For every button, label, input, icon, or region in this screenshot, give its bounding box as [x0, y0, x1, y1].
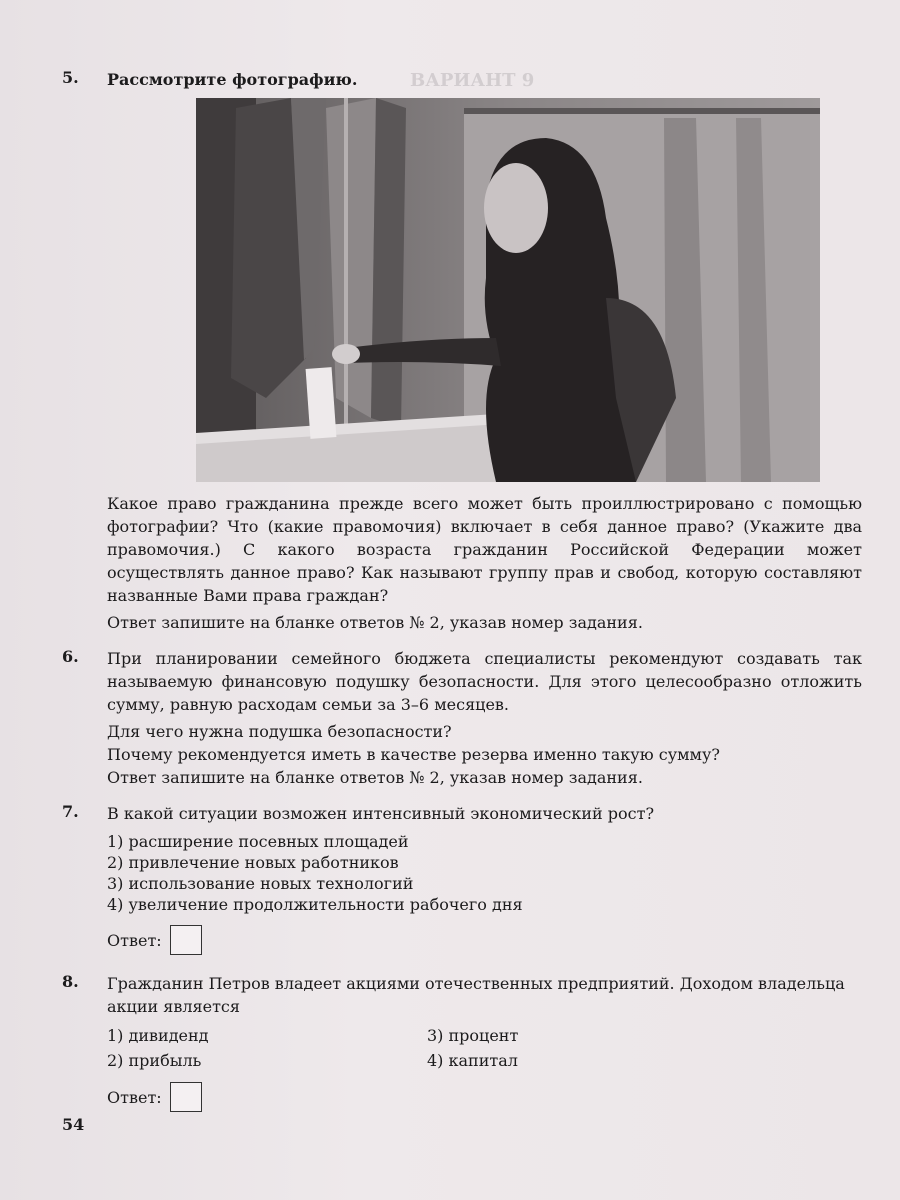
options-grid	[107, 1024, 862, 1072]
option-2: 2) прибыль	[107, 1051, 202, 1070]
option-4: 4) увеличение продолжительности рабочего дня	[107, 895, 523, 914]
task-question-2: Почему рекомендуется иметь в качестве резерва именно такую сумму?	[107, 745, 720, 764]
task-text: При планировании семейного бюджета специалисты рекомендуют создавать так называемую финансовую подушку безопасности. Для этого целесообразно отложить сумму, равную расходам семьи за 3–6 месяцев.	[107, 649, 862, 714]
task-5	[62, 68, 862, 91]
task-number: 5.	[62, 68, 79, 87]
option-4: 4) капитал	[427, 1051, 518, 1070]
photo-illustration	[196, 98, 820, 482]
task-text: Гражданин Петров владеет акциями отечественных предприятий. Доходом владельца акции является	[107, 974, 845, 1016]
task-number: 8.	[62, 972, 79, 991]
answer-label: Ответ:	[107, 930, 162, 950]
bleed-through-header: ВАРИАНТ 9	[410, 70, 535, 91]
task-text: В какой ситуации возможен интенсивный экономический рост?	[107, 804, 655, 823]
option-3: 3) использование новых технологий	[107, 874, 414, 893]
task-text: Какое право гражданина прежде всего может быть проиллюстрировано с помощью фотографии? Что (какие правомочия) включает в себя данное право? (Укажите два правомочия.) С какого возраста гражданин Российской Федерации может осуществлять данное право? Как называют группу прав и свобод, которую составляют названные Вами права граждан?	[107, 494, 862, 605]
answer-box[interactable]	[170, 925, 202, 955]
task-6	[62, 647, 862, 789]
task-5-question	[62, 492, 862, 634]
answer-row	[107, 1082, 862, 1112]
options-list	[107, 831, 862, 915]
task-intro: Рассмотрите фотографию.	[107, 70, 358, 89]
task-question-1: Для чего нужна подушка безопасности?	[107, 722, 452, 741]
answer-label: Ответ:	[107, 1087, 162, 1107]
option-3: 3) процент	[427, 1026, 519, 1045]
task-8	[62, 972, 862, 1112]
task-instruction: Ответ запишите на бланке ответов № 2, указав номер задания.	[107, 768, 643, 787]
option-1: 1) расширение посевных площадей	[107, 832, 409, 851]
answer-row	[107, 925, 862, 955]
task-number: 6.	[62, 647, 79, 666]
option-1: 1) дивиденд	[107, 1026, 209, 1045]
task-number: 7.	[62, 802, 79, 821]
page-number: 54	[62, 1115, 85, 1134]
voting-photo	[196, 98, 820, 482]
task-7	[62, 802, 862, 955]
option-2: 2) привлечение новых работников	[107, 853, 399, 872]
task-instruction: Ответ запишите на бланке ответов № 2, указав номер задания.	[107, 613, 643, 632]
answer-box[interactable]	[170, 1082, 202, 1112]
